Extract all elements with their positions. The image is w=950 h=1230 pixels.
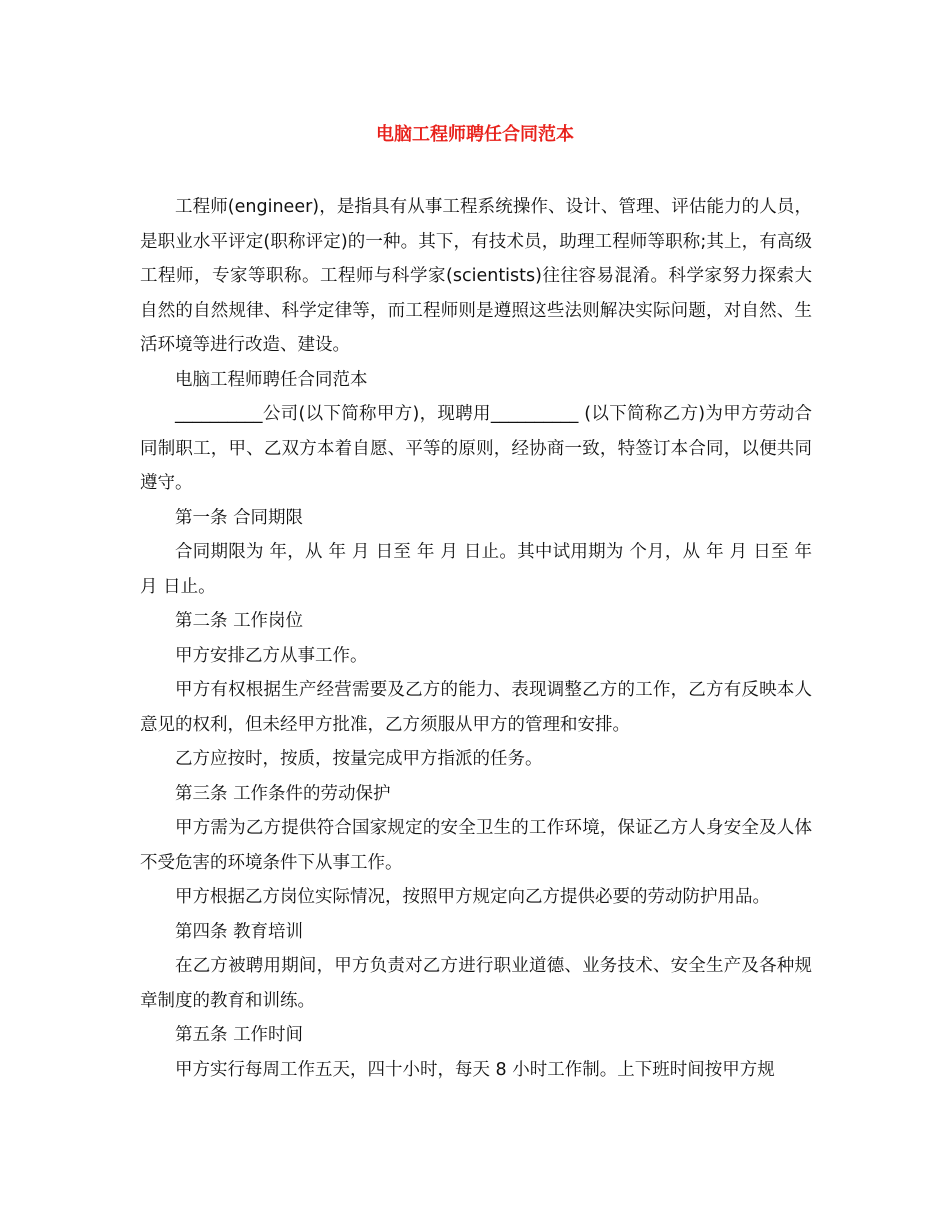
section-heading-4: 第四条 教育培训 [175,921,304,942]
paragraph-subtitle: 电脑工程师聘任合同范本 [175,369,368,390]
paragraph-term: 合同期限为 年，从 年 月 日至 年 月 日止。其中试用期为 个月，从 年 月 日至 年 月 日止。 [140,542,812,597]
paragraph-hours: 甲方实行每周工作五天，四十小时，每天 8 小时工作制。上下班时间按甲方规 [175,1059,775,1080]
paragraph-position: 甲方安排乙方从事工作。 [175,645,368,666]
section-heading-5: 第五条 工作时间 [175,1025,304,1045]
paragraph-intro: 工程师(engineer)，是指具有从事工程系统操作、设计、管理、评估能力的人员，是职业水平评定(职称评定)的一种。其下，有技术员，助理工程师等职称;其上，有高级工程师，专家等职称。工程师与科学家(scientists)往往容易混淆。科学家努力探索大自然的自然规律、科学定律等，而工程师则是遵照这些法则解决实际问题，对自然、生活环境等进行改造、建设。 [140,197,812,355]
document-title: 电脑工程师聘任合同范本 [376,124,574,145]
paragraph-safety: 甲方需为乙方提供符合国家规定的安全卫生的工作环境，保证乙方人身安全及人体不受危害的环境条件下从事工作。 [140,818,812,873]
section-heading-1: 第一条 合同期限 [175,507,304,528]
paragraph-duties: 乙方应按时，按质，按量完成甲方指派的任务。 [175,749,543,769]
paragraph-parties: __________公司(以下简称甲方)，现聘用__________ (以下简称乙方)为甲方劳动合同制职工，甲、乙双方本着自愿、平等的原则，经协商一致，特签订本合同，以便共同遵守。 [140,404,812,493]
paragraph-protection: 甲方根据乙方岗位实际情况，按照甲方规定向乙方提供必要的劳动防护用品。 [175,887,770,907]
section-heading-2: 第二条 工作岗位 [175,611,304,631]
paragraph-adjustment: 甲方有权根据生产经营需要及乙方的能力、表现调整乙方的工作，乙方有反映本人意见的权利，但未经甲方批准，乙方须服从甲方的管理和安排。 [140,680,812,735]
document-body [140,190,812,1087]
paragraph-training: 在乙方被聘用期间，甲方负责对乙方进行职业道德、业务技术、安全生产及各种规章制度的教育和训练。 [140,956,812,1011]
section-heading-3: 第三条 工作条件的劳动保护 [175,783,391,804]
